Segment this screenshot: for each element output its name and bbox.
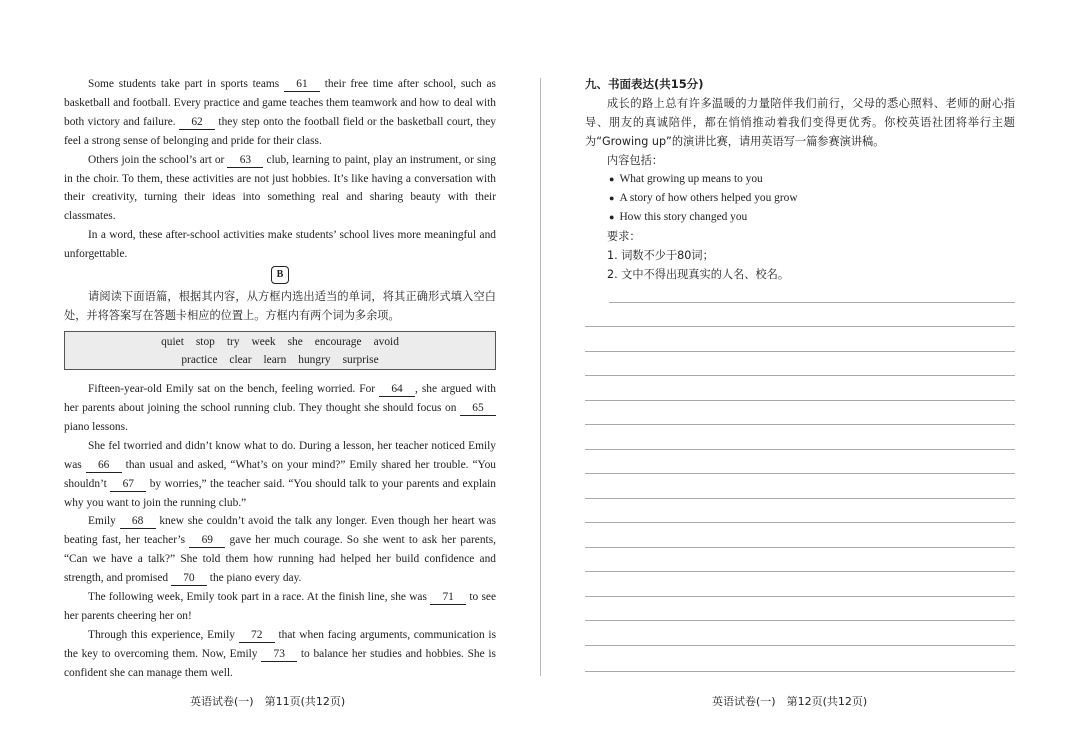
word-option: she xyxy=(287,335,303,348)
right-page-footer: 英语试卷(一) 第12页(共12页) xyxy=(712,695,868,708)
blank-62[interactable]: 62 xyxy=(179,116,215,130)
word-option: surprise xyxy=(342,353,379,366)
bullet-item: ● How this story changed you xyxy=(609,211,748,223)
passage-text: by worries,” the teacher said. “You should talk to your parents and explain why you want to join the running club.” xyxy=(64,477,496,509)
blank-61[interactable]: 61 xyxy=(284,78,320,92)
passage-text: to see her parents cheering her on! xyxy=(64,591,496,622)
requirement-item: 1. 词数不少于80词； xyxy=(607,249,714,262)
passage-text: Fifteen-year-old Emily sat on the bench, feeling worried. For xyxy=(88,383,380,396)
content-label: 内容包括： xyxy=(607,154,663,167)
passage-paragraph xyxy=(64,588,496,626)
section-b-label: B xyxy=(271,266,289,284)
writing-prompt: 成长的路上总有许多温暖的力量陪伴我们前行，父母的悉心照料、老师的耐心指导、朋友的真诚陪伴，都在悄悄推动着我们变得更优秀。你校英语社团将举行主题为“Growing up”的演讲比赛，请用英语写一篇参赛演讲稿。 xyxy=(585,97,1015,148)
writing-line[interactable] xyxy=(585,498,1015,499)
passage-text: In a word, these after-school activities make students’ school lives more meaningful and unforgettable. xyxy=(64,229,496,261)
passage-text: that when facing arguments, communication is the key to overcoming them. Now, Emily xyxy=(64,628,496,660)
word-box xyxy=(64,331,496,370)
blank-64[interactable]: 64 xyxy=(379,383,415,397)
passage-paragraph xyxy=(64,626,496,683)
blank-68[interactable]: 68 xyxy=(120,515,156,529)
writing-line[interactable] xyxy=(585,547,1015,548)
word-option: stop xyxy=(195,335,215,348)
word-box-row xyxy=(155,333,405,351)
blank-71[interactable]: 71 xyxy=(430,591,466,605)
word-option: quiet xyxy=(161,335,184,348)
section-b-marker xyxy=(64,266,496,284)
word-option: hungry xyxy=(298,353,331,366)
writing-line[interactable] xyxy=(585,326,1015,327)
passage-a-tail xyxy=(64,75,496,683)
writing-line[interactable] xyxy=(585,449,1015,450)
writing-line[interactable] xyxy=(585,671,1015,672)
passage-text: the piano every day. xyxy=(206,572,302,585)
blank-72[interactable]: 72 xyxy=(239,629,275,643)
writing-line[interactable] xyxy=(585,351,1015,352)
writing-line[interactable] xyxy=(585,645,1015,646)
passage-paragraph xyxy=(64,437,496,513)
word-option: practice xyxy=(181,353,218,366)
right-page xyxy=(585,0,1015,753)
passage-text: their free time after school, such as basketball and football. Every practice and game teaches them teamwork and how to deal with both victory and failure. xyxy=(64,78,496,128)
passage-text: than usual and asked, “What’s on your mind?” Emily shared her trouble. “You shouldn’t xyxy=(64,458,497,490)
passage-text: The following week, Emily took part in a race. At the finish line, she was xyxy=(88,591,431,604)
passage-text: Some students take part in sports teams xyxy=(88,78,284,90)
writing-line[interactable] xyxy=(585,596,1015,597)
word-option: clear xyxy=(229,353,252,366)
bullet-icon: ● xyxy=(609,212,615,222)
blank-70[interactable]: 70 xyxy=(171,572,207,586)
passage-text: knew she couldn’t avoid the talk any longer. Even though her heart was beating fast, her teacher’s xyxy=(64,515,496,547)
passage-text: club, learning to paint, play an instrument, or sing in the choir. To them, these activities are not just hobbies. It’s like having a conversation with their creativity, turning their ideas into something real and sharing beauty with their classmates. xyxy=(64,153,496,223)
passage-text: Through this experience, Emily xyxy=(88,628,239,641)
left-page-footer: 英语试卷(一) 第11页(共12页) xyxy=(190,695,346,708)
writing-line[interactable] xyxy=(585,620,1015,621)
page-divider xyxy=(540,78,541,676)
blank-73[interactable]: 73 xyxy=(261,648,297,662)
writing-line[interactable] xyxy=(585,400,1015,401)
blank-67[interactable]: 67 xyxy=(110,478,146,492)
passage-text: to balance her studies and hobbies. She is confident she can manage them well. xyxy=(64,647,496,679)
word-option: try xyxy=(226,335,240,348)
writing-line[interactable] xyxy=(585,424,1015,425)
passage-text: piano lessons. xyxy=(64,420,128,433)
writing-line[interactable] xyxy=(585,473,1015,474)
writing-line[interactable] xyxy=(585,522,1015,523)
word-option: avoid xyxy=(373,335,399,348)
bullet-icon: ● xyxy=(609,193,615,203)
blank-66[interactable]: 66 xyxy=(86,459,122,473)
passage-paragraph xyxy=(64,151,496,227)
blank-63[interactable]: 63 xyxy=(227,154,263,168)
bullet-icon: ● xyxy=(609,174,615,184)
word-option: encourage xyxy=(314,335,362,348)
blank-69[interactable]: 69 xyxy=(189,534,225,548)
requirements-label: 要求： xyxy=(607,230,641,243)
writing-line[interactable] xyxy=(609,302,1015,303)
word-option: learn xyxy=(263,353,287,366)
writing-line[interactable] xyxy=(585,571,1015,572)
bullet-item: ● A story of how others helped you grow xyxy=(609,192,798,204)
word-option: week xyxy=(251,335,276,348)
blank-65[interactable]: 65 xyxy=(460,402,496,416)
left-page xyxy=(64,0,496,753)
section-title: 九、书面表达(共15分) xyxy=(585,77,704,91)
passage-paragraph xyxy=(64,226,496,264)
writing-task xyxy=(585,75,1015,284)
passage-paragraph xyxy=(64,512,496,588)
writing-line[interactable] xyxy=(585,375,1015,376)
passage-text: gave her much courage. So she went to ask her parents, “Can we have a talk?” She told them how running had helped her build confidence and strength, and promised xyxy=(64,534,496,585)
word-box-row xyxy=(175,351,384,369)
passage-text: She fel tworried and didn’t know what to do. During a lesson, her teacher noticed Emily was xyxy=(64,439,496,471)
passage-text: , she argued with her parents about joining the school running club. They thought she should focus on xyxy=(64,383,496,414)
passage-text: Emily xyxy=(88,515,120,528)
passage-paragraph xyxy=(64,380,496,437)
passage-text: they step onto the football field or the basketball court, they feel a strong sense of belonging and pride for their class. xyxy=(64,115,497,147)
passage-text: Others join the school’s art or xyxy=(88,153,228,166)
requirement-item: 2. 文中不得出现真实的人名、校名。 xyxy=(607,268,790,281)
section-b-instructions: 请阅读下面语篇，根据其内容，从方框内选出适当的单词，将其正确形式填入空白处，并将答案写在答题卡相应的位置上。方框内有两个词为多余项。 xyxy=(64,290,496,323)
passage-paragraph xyxy=(64,75,496,151)
bullet-item: ● What growing up means to you xyxy=(609,173,763,185)
